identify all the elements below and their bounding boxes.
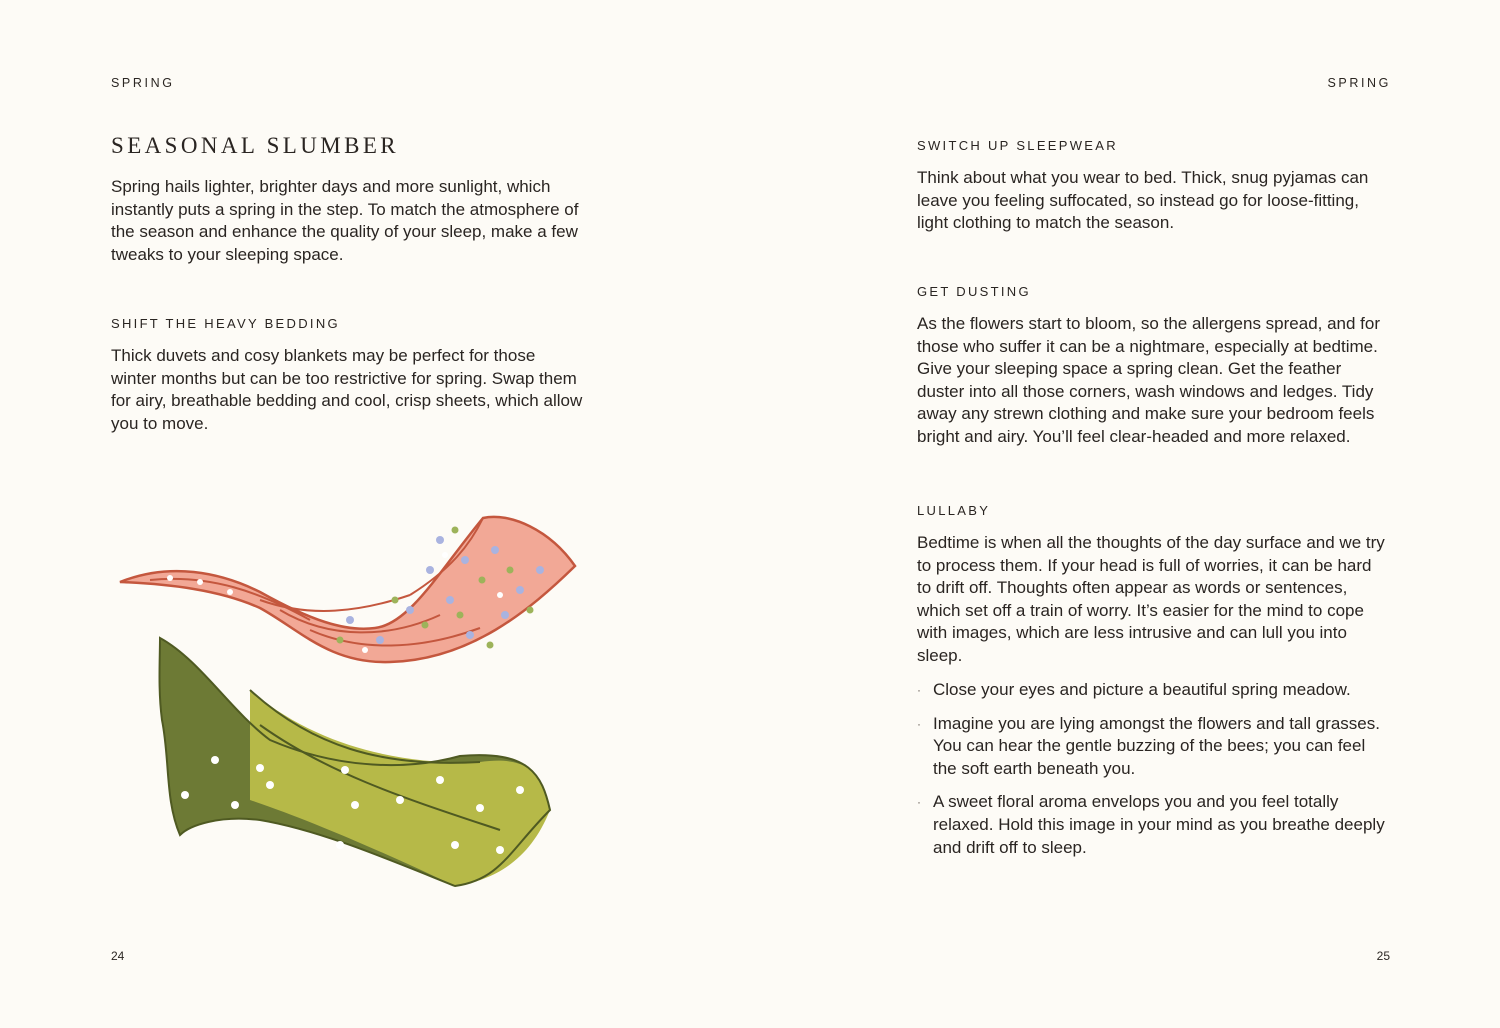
page-number-left: 24 [111,949,125,963]
right-page [750,0,1500,1028]
green-blanket-image [160,638,551,886]
blankets-illustration [110,500,590,900]
page-title: SEASONAL SLUMBER [111,133,400,158]
running-head-right: SPRING [1327,76,1391,90]
paragraph-get-dusting: As the flowers start to bloom, so the allergens spread, and for those who suffer it can be a nightmare, especially at bedtime. Give your sleeping space a spring clean. Get the feather duster into all those corners, wash windows and ledges. Tidy away any strewn clothing and make sure your bedroom feels bright and airy. You’ll feel clear-headed and more relaxed. [917,314,1381,446]
heading-lullaby: LULLABY [917,503,991,518]
running-head-left: SPRING [111,76,175,90]
list-item [917,679,1389,702]
paragraph-switch-sleepwear: Think about what you wear to bed. Thick, snug pyjamas can leave you feeling suffocated, so instead go for loose-fitting, light clothing to match the season. [917,168,1369,233]
bullet-marker: · [917,683,921,697]
heading-get-dusting: GET DUSTING [917,284,1031,299]
bullet-text: Close your eyes and picture a beautiful spring meadow. [933,680,1351,699]
bullet-marker: · [917,795,921,810]
bullet-marker: · [917,716,921,731]
page-number-right: 25 [1376,949,1390,963]
heading-switch-sleepwear: SWITCH UP SLEEPWEAR [917,138,1118,153]
bullet-text: Imagine you are lying amongst the flowers and tall grasses. You can hear the gentle buzzing of the bees; you can feel the soft earth beneath you. [933,713,1380,778]
heading-shift-bedding: SHIFT THE HEAVY BEDDING [111,316,340,331]
list-item [917,713,1389,781]
paragraph-shift-bedding: Thick duvets and cosy blankets may be perfect for those winter months but can be too restrictive for spring. Swap them for airy, breathable bedding and cool, crisp sheets, which allow you to move. [111,346,583,433]
pink-blanket-image [120,517,575,662]
lullaby-bullet-list [917,679,1389,870]
paragraph-lullaby: Bedtime is when all the thoughts of the day surface and we try to process them. If your head is full of worries, it can be hard to drift off. Thoughts often appear as words or sentences, which set off a train of worry. It’s easier for the mind to cope with images, which are less intrusive and can lull you into sleep. [917,533,1385,665]
bullet-text: A sweet floral aroma envelops you and you feel totally relaxed. Hold this image in your mind as you breathe deeply and drift off to sleep. [933,792,1385,857]
list-item [917,791,1389,859]
intro-paragraph: Spring hails lighter, brighter days and more sunlight, which instantly puts a spring in the step. To match the atmosphere of the season and enhance the quality of your sleep, make a few tweaks to your sleeping space. [111,177,579,264]
